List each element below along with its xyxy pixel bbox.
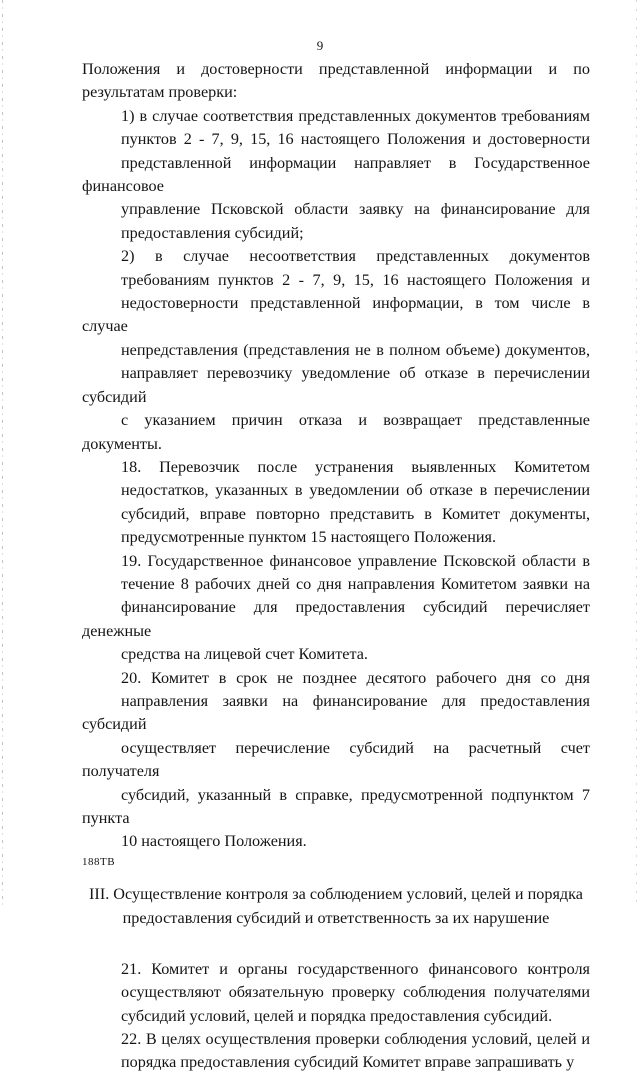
text-line: субсидий, вправе повторно представить в Комитет документы,	[121, 504, 590, 523]
text-line: 2) в случае несоответствия представленных документов	[121, 247, 590, 266]
text-line: недостатков, указанных в уведомлении об отказе в перечислении	[121, 481, 590, 500]
paragraph-item-2	[82, 245, 590, 456]
text-line: требованиям пунктов 2 - 7, 9, 15, 16 настоящего Положения и	[121, 270, 590, 289]
paragraph-item-1	[82, 105, 590, 245]
paragraph-clause-18	[82, 456, 590, 550]
text-line: финансирование для предоставления субсидий перечисляет денежные	[82, 598, 590, 640]
text-line: порядка предоставления субсидий Комитет вправе запрашивать у	[121, 1053, 575, 1072]
paragraph-clause-19	[82, 550, 590, 667]
text-line: 10 настоящего Положения.	[121, 832, 307, 851]
text-line: пунктов 2 - 7, 9, 15, 16 настоящего Положения и достоверности	[121, 130, 590, 149]
paragraph-clause-21	[82, 958, 590, 1028]
section-heading	[82, 882, 590, 930]
text-line: представленной информации направляет в Государственное финансовое	[82, 153, 590, 196]
text-line: недостоверности представленной информации, в том числе в случае	[82, 294, 590, 336]
text-line: Положения и достоверности представленной информации и по	[82, 60, 590, 78]
text-line: направления заявки на финансирование для предоставления субсидий	[82, 691, 590, 734]
scan-edge-left	[2, 0, 3, 905]
section-heading-line-1: III. Осуществление контроля за соблюдением условий, целей и порядка	[89, 884, 583, 903]
text-line: с указанием причин отказа и возвращает представленные документы.	[82, 411, 590, 453]
paragraph-continuation	[82, 58, 590, 105]
text-line: предоставления субсидий;	[121, 223, 304, 242]
text-line: средства на лицевой счет Комитета.	[121, 645, 368, 664]
text-line: предусмотренные пунктом 15 настоящего Положения.	[121, 528, 497, 547]
text-line: направляет перевозчику уведомление об отказе в перечислении субсидий	[82, 364, 590, 406]
document-body	[82, 58, 590, 1075]
text-line: осуществляют обязательную проверку соблюдения получателями	[121, 983, 590, 1002]
paragraph-clause-20	[82, 667, 590, 854]
text-line: 1) в случае соответствия представленных документов требованиям	[121, 106, 590, 125]
paragraph-clause-22	[82, 1028, 590, 1075]
paragraphs-bottom	[82, 958, 590, 1075]
scan-edge-right	[636, 0, 637, 905]
text-line: 21. Комитет и органы государственного финансового контроля	[121, 959, 590, 978]
text-line: субсидий условий, целей и порядка предоставления субсидий.	[121, 1006, 553, 1025]
text-line: 22. В целях осуществления проверки соблюдения условий, целей и	[121, 1030, 590, 1049]
text-line: течение 8 рабочих дней со дня направления Комитетом заявки на	[121, 574, 590, 593]
text-line: 18. Перевозчик после устранения выявленных Комитетом	[121, 457, 590, 476]
paragraphs-top	[82, 58, 590, 854]
text-line: 20. Комитет в срок не позднее десятого рабочего дня со дня	[121, 668, 590, 687]
text-line: непредставления (представления не в полном объеме) документов,	[121, 340, 590, 359]
section-heading-line-2: предоставления субсидий и ответственность за их нарушение	[122, 908, 550, 927]
text-line: управление Псковской области заявку на финансирование для	[121, 200, 590, 219]
text-line: 19. Государственное финансовое управление Псковской области в	[121, 551, 590, 570]
text-line: осуществляет перечисление субсидий на расчетный счет получателя	[82, 738, 590, 781]
footer-code: 188ТВ	[82, 856, 116, 868]
text-line: субсидий, указанный в справке, предусмотренной подпунктом 7 пункта	[82, 785, 590, 827]
page-number: 9	[316, 38, 324, 53]
text-line: результатам проверки:	[82, 83, 238, 102]
